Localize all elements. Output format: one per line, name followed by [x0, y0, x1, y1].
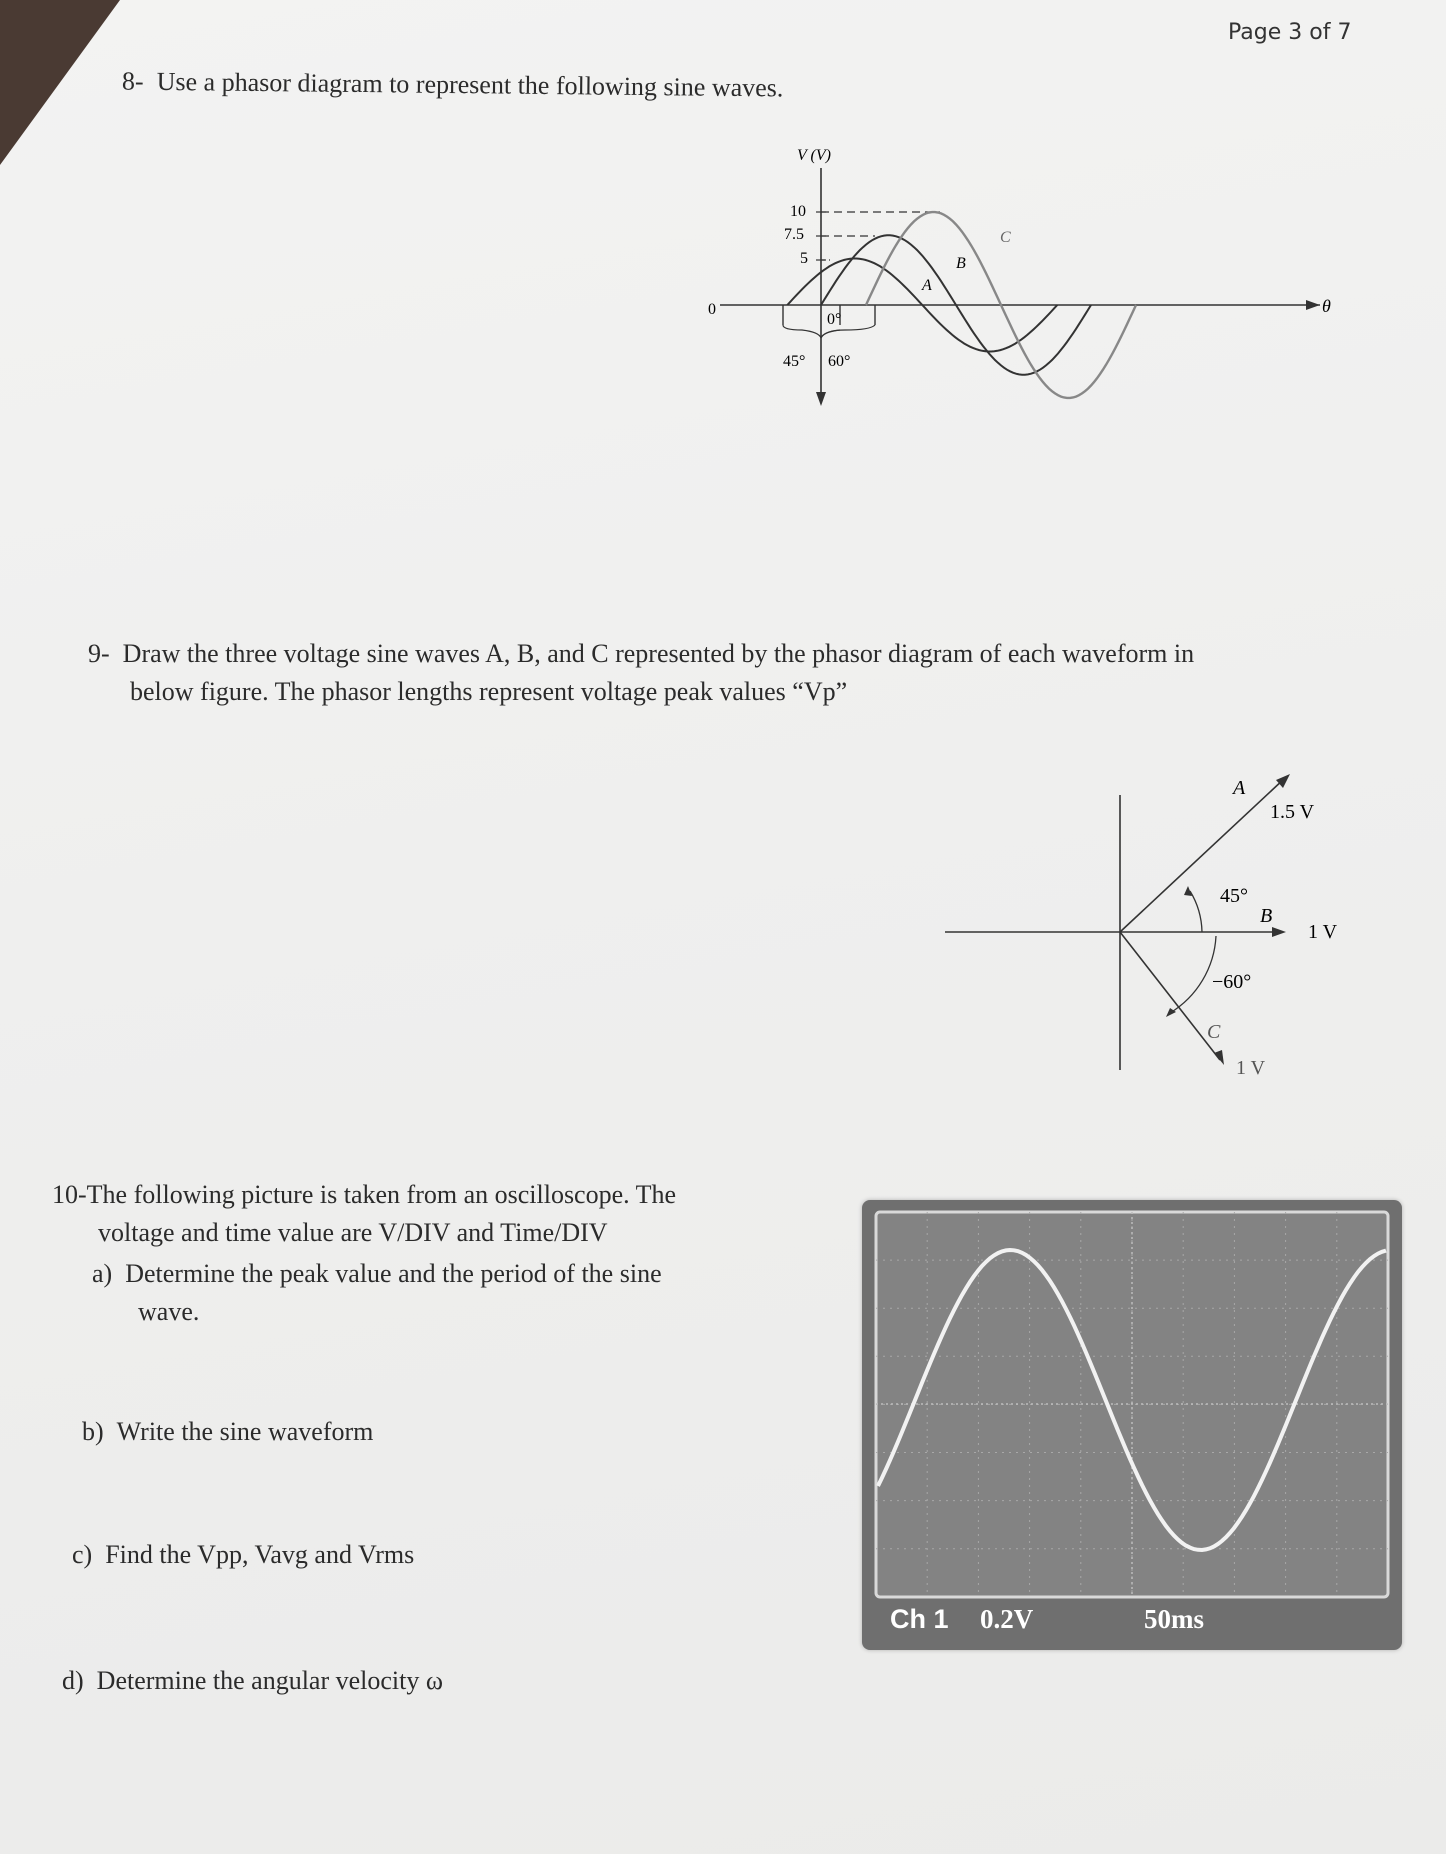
y-tick-10: 10 [790, 203, 806, 220]
phase-label-45: 45° [783, 353, 806, 370]
oscilloscope-screen [862, 1200, 1402, 1650]
wave-label-b: B [956, 255, 966, 272]
question-10b [82, 1413, 373, 1451]
question-10 [52, 1176, 812, 1252]
phase-label-0: 0° [827, 311, 842, 328]
phasor-c-arrow [1214, 1050, 1224, 1065]
x-axis-label: θ [1322, 296, 1331, 316]
question-10-text-line-1: The following picture is taken from an oscilloscope. The [86, 1180, 677, 1209]
question-8 [122, 63, 784, 108]
origin-label: 0 [708, 301, 716, 318]
question-10c [72, 1536, 414, 1574]
phasor-b-value: 1 V [1308, 921, 1338, 943]
phasor-a-angle: 45° [1220, 885, 1248, 907]
phasor-a-value: 1.5 V [1270, 801, 1315, 823]
question-10d-label: d) [62, 1666, 84, 1695]
question-10b-label: b) [82, 1417, 104, 1446]
question-10d [62, 1662, 443, 1700]
phasor-b-arrow [1272, 927, 1286, 937]
question-8-number: 8- [121, 66, 144, 96]
wave-label-c: C [1000, 229, 1011, 246]
question-10a-text-line-2: wave. [138, 1297, 200, 1326]
question-10-number: 10- [52, 1180, 87, 1209]
phasor-c [1120, 932, 1220, 1060]
sine-waves-graph [700, 140, 1340, 410]
question-10b-text: Write the sine waveform [116, 1417, 374, 1446]
question-10a-text-line-1: Determine the peak value and the period of the sine [125, 1259, 662, 1288]
scope-time-per-div: 50ms [1144, 1604, 1204, 1634]
question-10c-label: c) [72, 1540, 93, 1569]
scope-channel-label: Ch 1 [890, 1604, 949, 1634]
phasor-diagram [930, 760, 1360, 1080]
phasor-c-value: 1 V [1236, 1057, 1266, 1079]
phasor-c-angle: −60° [1212, 971, 1252, 993]
question-10a [92, 1255, 812, 1331]
y-tick-7-5: 7.5 [784, 226, 804, 243]
question-8-text: Use a phasor diagram to represent the following sine waves. [156, 66, 784, 103]
theta-axis-arrow [1306, 300, 1320, 310]
phasor-b-label: B [1260, 905, 1273, 927]
question-10-text-line-2: voltage and time value are V/DIV and Time/DIV [98, 1218, 608, 1247]
voltage-axis-arrow [816, 392, 826, 406]
phase-label-60: 60° [828, 353, 851, 370]
y-axis-label: V (V) [797, 147, 831, 164]
question-10c-text: Find the Vpp, Vavg and Vrms [105, 1540, 415, 1569]
phasor-c-label: C [1207, 1021, 1221, 1043]
question-9 [88, 635, 1408, 711]
scope-volts-per-div: 0.2V [980, 1604, 1034, 1634]
question-9-line-1: 9- Draw the three voltage sine waves A, B, and C represented by the phasor diagram of each waveform in [88, 639, 1195, 668]
question-10d-text: Determine the angular velocity ω [96, 1666, 443, 1695]
y-tick-5: 5 [800, 250, 808, 267]
wave-label-a: A [922, 277, 932, 294]
question-9-number: 9- [88, 639, 110, 668]
oscilloscope-picture [862, 1200, 1402, 1650]
question-10a-label: a) [92, 1259, 113, 1288]
phasor-a-label: A [1233, 777, 1246, 799]
page-number: Page 3 of 7 [1228, 20, 1352, 45]
phasor-a-arrow [1276, 774, 1290, 788]
question-9-line-2: below figure. The phasor lengths represent voltage peak values “Vp” [130, 677, 848, 706]
